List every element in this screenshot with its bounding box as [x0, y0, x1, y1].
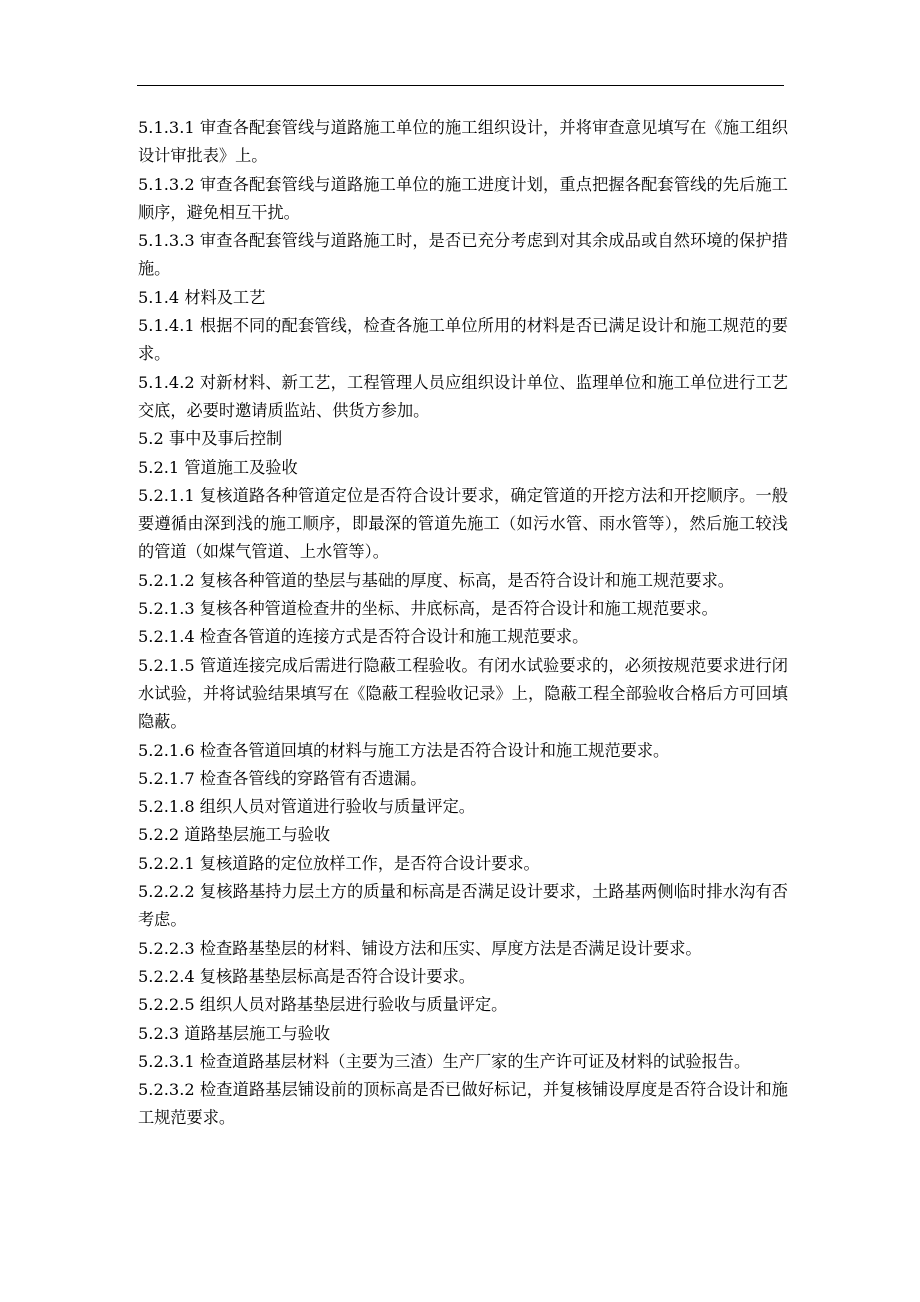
paragraph-5-2-3-1: 5.2.3.1 检查道路基层材料（主要为三渣）生产厂家的生产许可证及材料的试验报告。	[138, 1051, 751, 1071]
header-rule	[137, 85, 784, 86]
document-body	[138, 114, 788, 1133]
paragraph-5-2-2-3: 5.2.2.3 检查路基垫层的材料、铺设方法和压实、厚度方法是否满足设计要求。	[138, 938, 702, 958]
heading-5-2-3: 5.2.3 道路基层施工与验收	[138, 1023, 331, 1043]
paragraph-5-2-1-8: 5.2.1.8 组织人员对管道进行验收与质量评定。	[138, 797, 475, 817]
paragraph-5-1-3-3: 5.1.3.3 审查各配套管线与道路施工时，是否已充分考虑到对其余成品或自然环境的保护措施。	[138, 231, 788, 279]
paragraph-5-2-2-4: 5.2.2.4 复核路基垫层标高是否符合设计要求。	[138, 966, 475, 986]
heading-5-2-1: 5.2.1 管道施工及验收	[138, 457, 298, 477]
heading-5-1-4: 5.1.4 材料及工艺	[138, 287, 266, 307]
paragraph-5-2-1-1: 5.2.1.1 复核道路各种管道定位是否符合设计要求，确定管道的开挖方法和开挖顺序。一般要遵循由深到浅的施工顺序，即最深的管道先施工（如污水管、雨水管等），然后施工较浅的管道（如煤气管道、上水管等）。	[138, 485, 788, 562]
paragraph-5-1-3-2: 5.1.3.2 审查各配套管线与道路施工单位的施工进度计划，重点把握各配套管线的先后施工顺序，避免相互干扰。	[138, 174, 788, 222]
paragraph-5-2-1-7: 5.2.1.7 检查各管线的穿路管有否遗漏。	[138, 768, 427, 788]
paragraph-5-2-1-5: 5.2.1.5 管道连接完成后需进行隐蔽工程验收。有闭水试验要求的，必须按规范要求进行闭水试验，并将试验结果填写在《隐蔽工程验收记录》上，隐蔽工程全部验收合格后方可回填隐蔽。	[138, 655, 788, 732]
paragraph-5-2-2-1: 5.2.2.1 复核道路的定位放样工作，是否符合设计要求。	[138, 853, 540, 873]
paragraph-5-2-1-4: 5.2.1.4 检查各管道的连接方式是否符合设计和施工规范要求。	[138, 627, 589, 647]
paragraph-5-2-1-6: 5.2.1.6 检查各管道回填的材料与施工方法是否符合设计和施工规范要求。	[138, 740, 670, 760]
paragraph-5-2-1-3: 5.2.1.3 复核各种管道检查井的坐标、井底标高，是否符合设计和施工规范要求。	[138, 599, 718, 619]
heading-5-2: 5.2 事中及事后控制	[138, 429, 283, 449]
heading-5-2-2: 5.2.2 道路垫层施工与验收	[138, 825, 331, 845]
paragraph-5-1-4-2: 5.1.4.2 对新材料、新工艺，工程管理人员应组织设计单位、监理单位和施工单位进行工艺交底，必要时邀请质监站、供货方参加。	[138, 372, 788, 420]
paragraph-5-2-3-2: 5.2.3.2 检查道路基层铺设前的顶标高是否已做好标记，并复核铺设厚度是否符合设计和施工规范要求。	[138, 1080, 788, 1128]
paragraph-5-1-3-1: 5.1.3.1 审查各配套管线与道路施工单位的施工组织设计，并将审查意见填写在《施工组织设计审批表》上。	[138, 118, 788, 166]
paragraph-5-1-4-1: 5.1.4.1 根据不同的配套管线，检查各施工单位所用的材料是否已满足设计和施工规范的要求。	[138, 316, 788, 364]
paragraph-5-2-2-2: 5.2.2.2 复核路基持力层土方的质量和标高是否满足设计要求，土路基两侧临时排水沟有否考虑。	[138, 882, 788, 930]
paragraph-5-2-1-2: 5.2.1.2 复核各种管道的垫层与基础的厚度、标高，是否符合设计和施工规范要求。	[138, 570, 734, 590]
paragraph-5-2-2-5: 5.2.2.5 组织人员对路基垫层进行验收与质量评定。	[138, 995, 508, 1015]
